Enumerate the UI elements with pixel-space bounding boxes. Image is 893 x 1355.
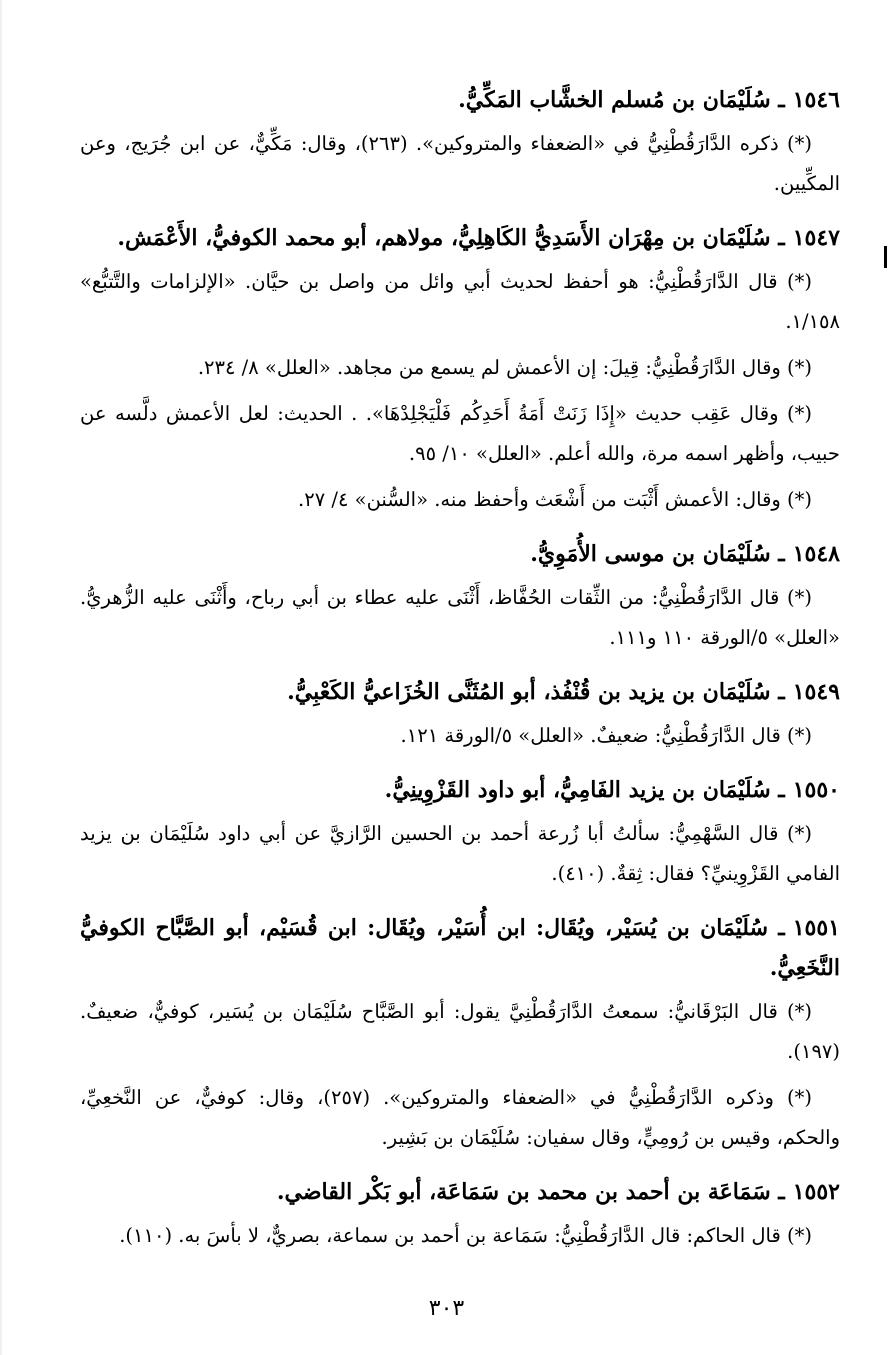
entry-title	[80, 534, 840, 574]
entry-paragraph: (*) ذكره الدَّارَقُطْنِيُّ في «الضعفاء والمتروكين». (٢٦٣)، وقال: مَكِّيٌّ، عن ابن جُرَيج، وعن المكِّيين.	[80, 132, 840, 195]
entry-title	[80, 770, 840, 810]
entry-title	[80, 80, 840, 120]
entry-paragraph: (*) وقال عَقِب حديث «إِذَا زَنَتْ أَمَةُ أَحَدِكُم فَلْيَجْلِدْهَا». . الحديث: لعل الأعمش دلَّسه عن حبيب، وأظهر اسمه مرة، والله أعلم. «العلل» ١٠/ ٩٥.	[80, 402, 840, 465]
entry-number: ١٥٥١	[792, 915, 840, 941]
biography-entry	[80, 80, 840, 204]
entry-gap	[80, 900, 840, 908]
biography-entry	[80, 218, 840, 520]
entry-heading-text: ـ سَمَاعَة بن أحمد بن محمد بن سَمَاعَة، أبو بَكْر القاضي.	[276, 1179, 785, 1205]
entry-heading-text: ـ سُلَيْمَان بن يزيد الفَامِيُّ، أبو داود القَزْوِينِيُّ.	[384, 777, 785, 803]
entry-paragraph: (*) وقال الدَّارَقُطْنِيُّ: قِيلَ: إن الأعمش لم يسمع من مجاهد. «العلل» ٨/ ٢٣٤.	[197, 356, 812, 379]
biography-entry	[80, 672, 840, 756]
entry-gap	[80, 1262, 840, 1270]
entry-gap	[80, 1164, 840, 1172]
entry-paragraph: (*) قال الدَّارَقُطْنِيُّ: ضعيفٌ. «العلل» ٥/الورقة ١٢١.	[400, 724, 812, 747]
entry-paragraph: (*) قال الحاكم: قال الدَّارَقُطْنِيُّ: سَمَاعة بن أحمد بن سماعة، بصريٌّ، لا بأسَ به. (١١٠).	[119, 1224, 812, 1247]
biography-entry	[80, 1172, 840, 1256]
entry-paragraph: (*) قال السَّهْمِيُّ: سألتُ أبا زُرعة أحمد بن الحسين الرَّازيَّ عن أبي داود سُلَيْمَان بن يزيد الفامي القَزْوِينيِّ؟ فقال: ثِقةٌ. (٤١٠).	[80, 822, 840, 885]
entry-gap	[80, 526, 840, 534]
entry-gap	[80, 210, 840, 218]
entry-number: ١٥٤٨	[792, 541, 840, 567]
entry-heading-text: ـ سُلَيْمَان بن موسى الأُمَوِيُّ.	[530, 541, 785, 567]
entry-number: ١٥٤٧	[792, 225, 840, 251]
entry-number: ١٥٥٢	[792, 1179, 840, 1205]
entry-heading-text: ـ سُلَيْمَان بن مِهْرَان الأَسَدِيُّ الكَاهِلِيُّ، مولاهم، أبو محمد الكوفيُّ، الأَعْمَش.	[117, 225, 785, 251]
entry-paragraph: (*) قال الدَّارَقُطْنِيُّ: من الثِّقات الحُفَّاظ، أَثْنَى عليه عطاء بن أبي رباح، وأَثْنَى عليه الزُّهريُّ. «العلل» ٥/الورقة ١١٠ و١١١.	[80, 586, 840, 649]
entry-paragraph: (*) قال الدَّارَقُطْنِيُّ: هو أحفظ لحديث أبي وائل من واصل بن حيَّان. «الإلزامات والتَّتبُّع» ١/١٥٨.	[80, 270, 840, 333]
entry-heading-text: ـ سُلَيْمَان بن يُسَيْر، ويُقَال: ابن أُسَيْر، ويُقَال: ابن قُسَيْم، أبو الصَّبَّاح الكوفيُّ النَّخَعِيُّ.	[80, 915, 840, 981]
entry-title	[80, 672, 840, 712]
page-body	[80, 80, 840, 1270]
entry-number: ١٥٤٦	[792, 87, 840, 113]
biography-entry	[80, 534, 840, 658]
entry-title	[80, 218, 840, 258]
entry-number: ١٥٤٩	[792, 679, 840, 705]
biography-entry	[80, 908, 840, 1158]
entry-title	[80, 1172, 840, 1212]
entry-heading-text: ـ سُلَيْمَان بن يزيد بن قُنْفُذ، أبو المُثَنَّى الخُزَاعيُّ الكَعْبِيُّ.	[287, 679, 785, 705]
entry-gap	[80, 664, 840, 672]
entry-title	[80, 908, 840, 988]
entry-number: ١٥٥٠	[792, 777, 840, 803]
scan-edge-mark	[884, 246, 887, 268]
page-number: ٣٠٣	[428, 1296, 465, 1321]
entry-heading-text: ـ سُلَيْمَان بن مُسلم الخشَّاب المَكِّيُّ.	[458, 87, 785, 113]
scan-edge-shadow	[0, 0, 2, 1355]
entry-paragraph: (*) وقال: الأعمش أَثْبَت من أَشْعَث وأحفظ منه. «السُّنن» ٤/ ٢٧.	[298, 488, 812, 511]
entry-gap	[80, 762, 840, 770]
biography-entry	[80, 770, 840, 894]
entry-paragraph: (*) قال البَرْقَانيُّ: سمعتُ الدَّارَقُطْنِيَّ يقول: أبو الصَّبَّاح سُلَيْمَان بن يُسَير، كوفيٌّ، ضعيفٌ. (١٩٧).	[80, 1000, 840, 1063]
entry-paragraph: (*) وذكره الدَّارَقُطْنِيُّ في «الضعفاء والمتروكين». (٢٥٧)، وقال: كوفيٌّ، عن النَّخعِيِّ، والحكم، وقيس بن رُومِيٍّ، وقال سفيان: سُلَيْمَان بن بَشِير.	[80, 1086, 840, 1149]
